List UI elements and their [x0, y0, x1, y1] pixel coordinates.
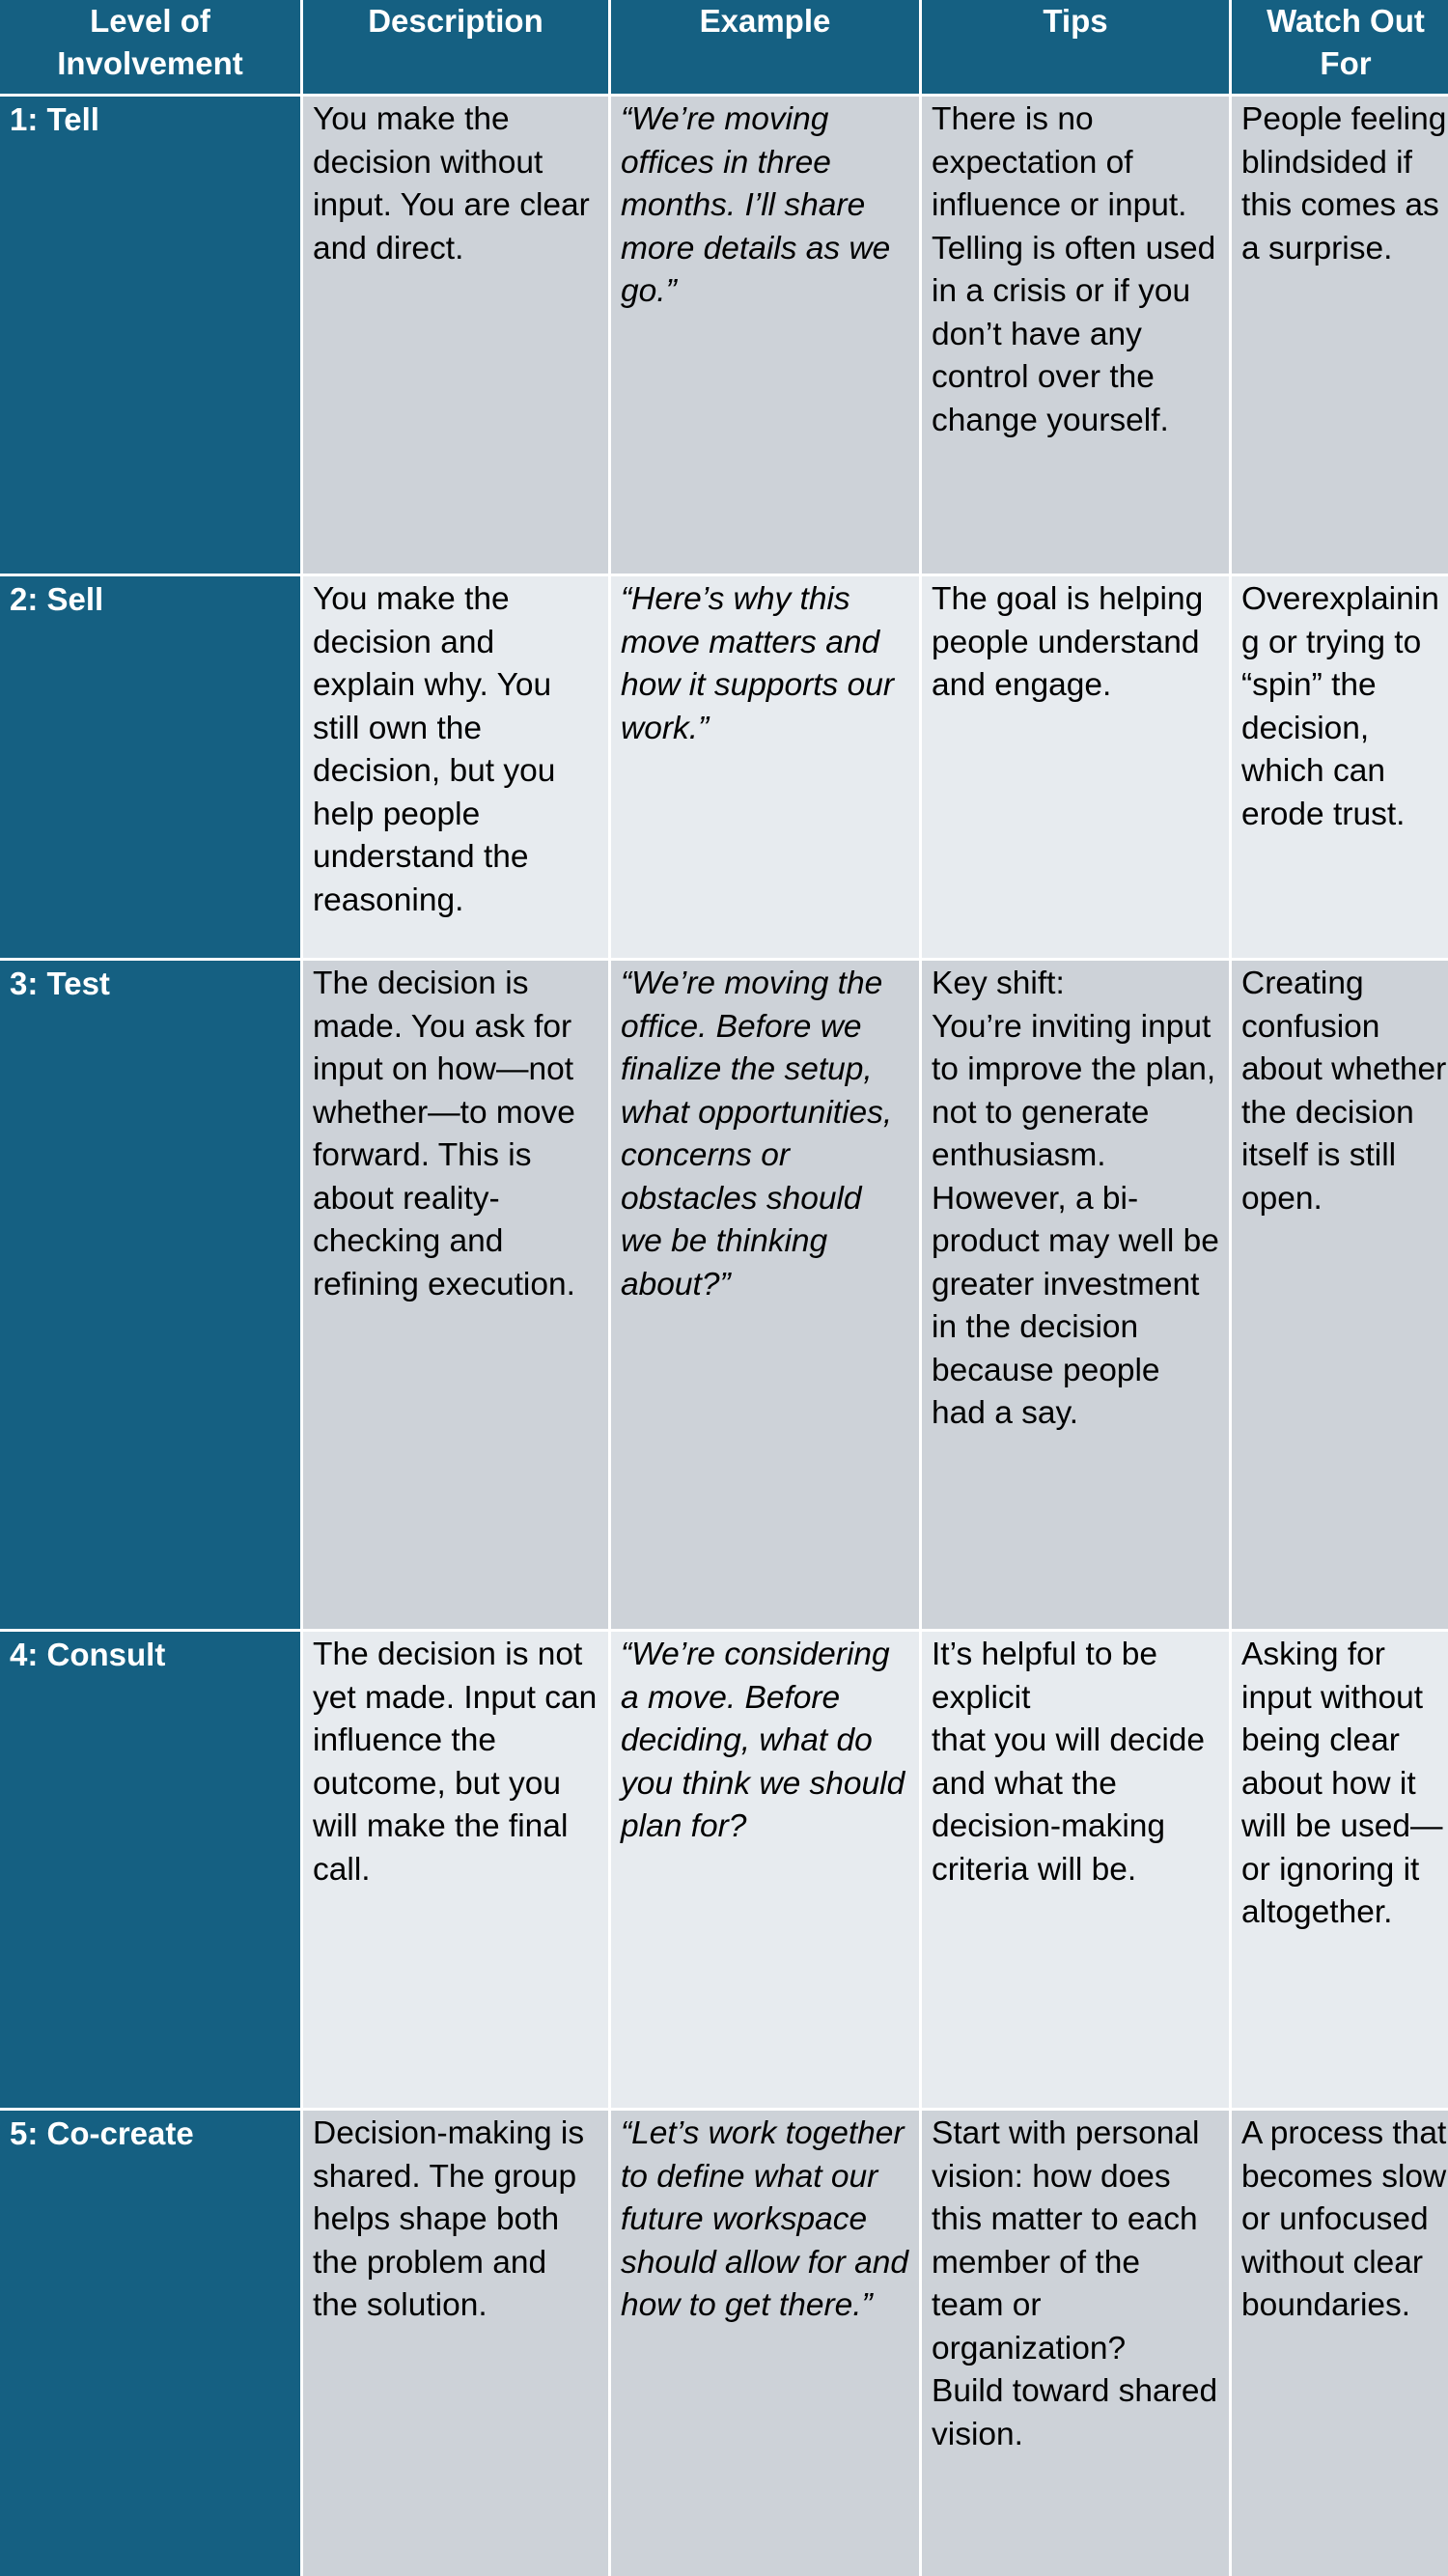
description-cell: Decision-making is shared. The group helps shape both the problem and the solution.: [303, 2111, 608, 2576]
level-cell: 3: Test: [0, 961, 300, 1629]
watch-out-cell: Asking for input without being clear about how it will be used—or ignoring it altogether.: [1232, 1632, 1448, 2108]
level-cell: 1: Tell: [0, 97, 300, 574]
watch-out-cell: People feeling blindsided if this comes as a surprise.: [1232, 97, 1448, 574]
example-cell: “We’re moving the office. Before we finalize the setup, what opportunities, concerns or obstacles should we be thinking about?”: [611, 961, 919, 1629]
watch-out-cell: Overexplaining or trying to “spin” the decision, which can erode trust.: [1232, 576, 1448, 958]
level-cell: 2: Sell: [0, 576, 300, 958]
header-watch-out: Watch Out For: [1232, 0, 1448, 94]
description-cell: The decision is made. You ask for input on how—not whether—to move forward. This is about reality-checking and refining execution.: [303, 961, 608, 1629]
tips-cell: Key shift: You’re inviting input to improve the plan, not to generate enthusiasm. However, a bi-product may well be greater investment in the decision because people had a say.: [922, 961, 1229, 1629]
example-cell: “Here’s why this move matters and how it supports our work.”: [611, 576, 919, 958]
tips-cell: It’s helpful to be explicit that you will decide and what the decision-making criteria will be.: [922, 1632, 1229, 2108]
level-cell: 4: Consult: [0, 1632, 300, 2108]
header-level: Level of Involvement: [0, 0, 300, 94]
tips-cell: There is no expectation of influence or input. Telling is often used in a crisis or if you don’t have any control over the change yourself.: [922, 97, 1229, 574]
watch-out-cell: Creating confusion about whether the decision itself is still open.: [1232, 961, 1448, 1629]
header-tips: Tips: [922, 0, 1229, 94]
example-cell: “Let’s work together to define what our future workspace should allow for and how to get there.”: [611, 2111, 919, 2576]
tips-cell: Start with personal vision: how does this matter to each member of the team or organization? Build toward shared vision.: [922, 2111, 1229, 2576]
description-cell: You make the decision and explain why. You still own the decision, but you help people understand the reasoning.: [303, 576, 608, 958]
header-description: Description: [303, 0, 608, 94]
level-cell: 5: Co-create: [0, 2111, 300, 2576]
example-cell: “We’re moving offices in three months. I’ll share more details as we go.”: [611, 97, 919, 574]
example-cell: “We’re considering a move. Before deciding, what do you think we should plan for?: [611, 1632, 919, 2108]
watch-out-cell: A process that becomes slow or unfocused without clear boundaries.: [1232, 2111, 1448, 2576]
tips-cell: The goal is helping people understand and engage.: [922, 576, 1229, 958]
description-cell: The decision is not yet made. Input can influence the outcome, but you will make the final call.: [303, 1632, 608, 2108]
header-example: Example: [611, 0, 919, 94]
description-cell: You make the decision without input. You are clear and direct.: [303, 97, 608, 574]
